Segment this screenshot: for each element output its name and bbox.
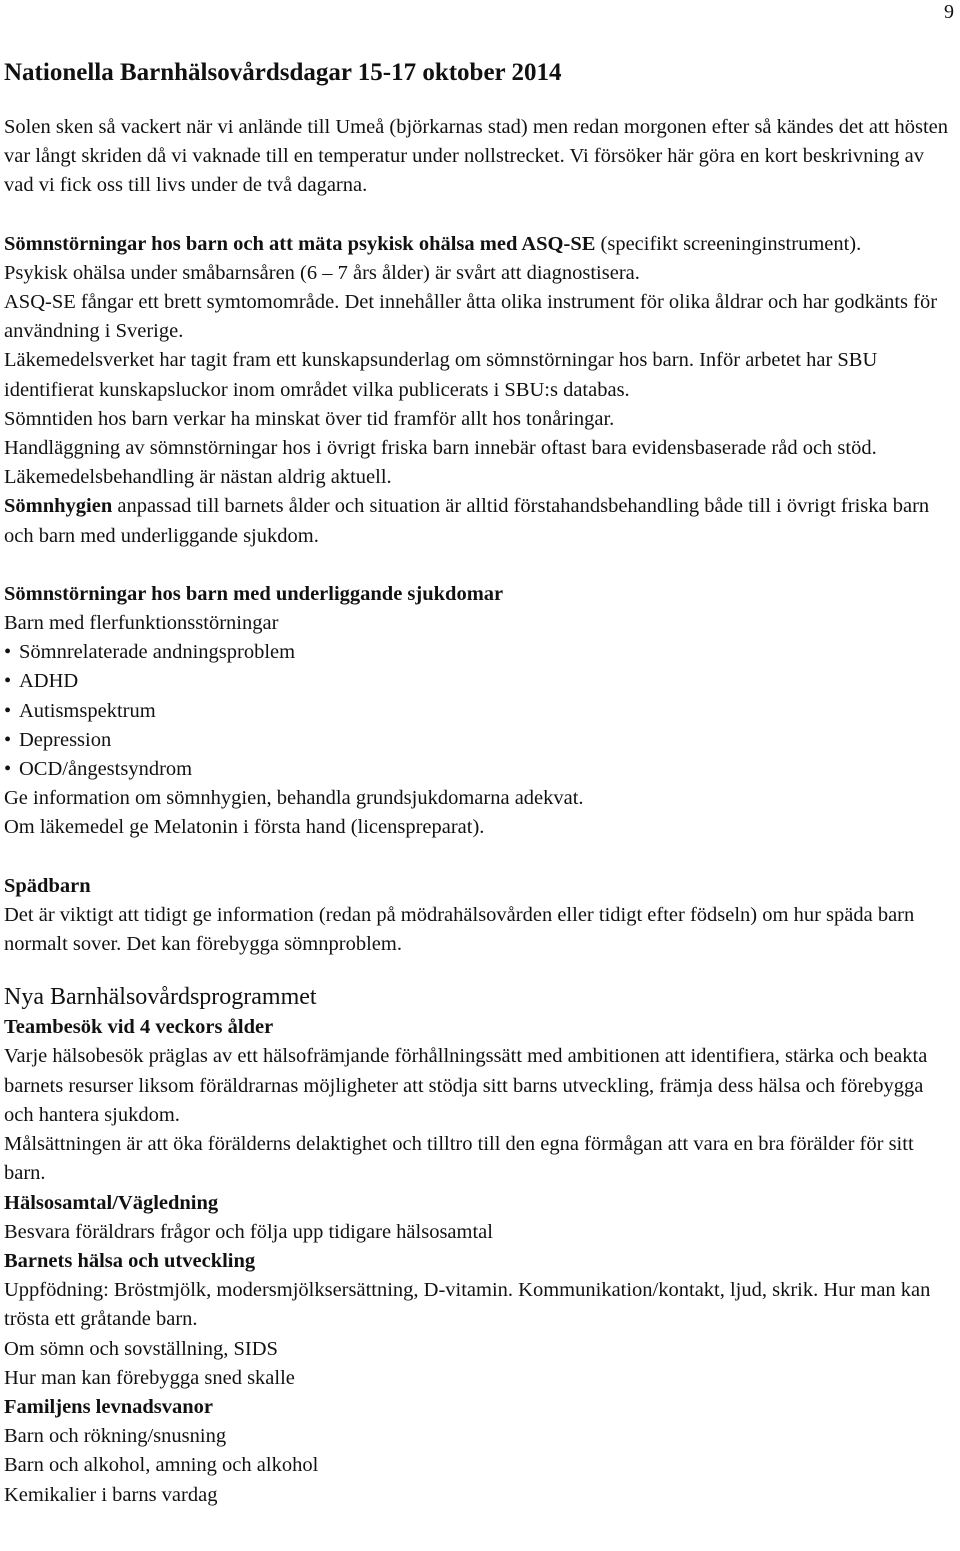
paragraph: Sömntiden hos barn verkar ha minskat över tid framför allt hos tonåringar. (4, 407, 615, 430)
paragraph: Om sömn och sovställning, SIDS (4, 1337, 278, 1360)
program-heading: Nya Barnhälsovårdsprogrammet (4, 984, 317, 1011)
page-title: Nationella Barnhälsovårdsdagar 15-17 oktober 2014 (4, 59, 562, 86)
bullet-icon: • (4, 758, 12, 781)
subheading: Barnets hälsa och utveckling (4, 1249, 256, 1272)
subheading: Hälsosamtal/Vägledning (4, 1191, 219, 1214)
paragraph: Besvara föräldrars frågor och följa upp tidigare hälsosamtal (4, 1220, 493, 1243)
sleep-hygiene-text: anpassad till barnets ålder och situation är alltid förstahandsbehandling både till i övrigt friska barn och barn med underliggande sjukdom. (4, 495, 930, 547)
condition-list (4, 638, 954, 784)
paragraph: Barn med flerfunktionsstörningar (4, 612, 279, 635)
sleep-heading-rest: (specifikt screeninginstrument). (595, 232, 862, 255)
sleep-section-heading (4, 230, 954, 259)
bullet-icon: • (4, 641, 12, 664)
sleep-hygiene-term: Sömnhygien (4, 495, 113, 518)
list-item (4, 667, 954, 696)
paragraph: Kemikalier i barns vardag (4, 1483, 218, 1506)
paragraph: Ge information om sömnhygien, behandla grundsjukdomarna adekvat. (4, 787, 584, 810)
sleep-hygiene-paragraph (4, 492, 954, 550)
infants-heading: Spädbarn (4, 874, 91, 897)
list-item-text: OCD/ångestsyndrom (19, 758, 193, 781)
subheading: Familjens levnadsvanor (4, 1395, 213, 1418)
underlying-diseases-heading: Sömnstörningar hos barn med underliggande sjukdomar (4, 582, 504, 605)
list-item (4, 638, 954, 667)
list-item (4, 697, 954, 726)
intro-paragraph: Solen sken så vackert när vi anlände till Umeå (björkarnas stad) men redan morgonen efter så kändes det att hösten var långt skriden då vi vaknade till en temperatur under nollstrecket. Vi försöker här göra en kort beskrivning av vad vi fick oss till livs under de två dagarna. (4, 116, 949, 197)
document-body (4, 57, 954, 1510)
list-item (4, 755, 954, 784)
paragraph: Barn och alkohol, amning och alkohol (4, 1454, 319, 1477)
bullet-icon: • (4, 728, 12, 751)
paragraph: Målsättningen är att öka förälderns delaktighet och tilltro till den egna förmågan att vara en bra förälder för sitt barn. (4, 1133, 914, 1185)
list-item-text: Depression (19, 728, 112, 751)
paragraph: Handläggning av sömnstörningar hos i övrigt friska barn innebär oftast bara evidensbaserade råd och stöd. Läkemedelsbehandling är nästan aldrig aktuell. (4, 437, 877, 489)
page-number: 9 (944, 1, 954, 23)
paragraph: Hur man kan förebygga sned skalle (4, 1366, 295, 1389)
list-item-text: ADHD (19, 670, 79, 693)
subheading: Teambesök vid 4 veckors ålder (4, 1016, 274, 1039)
paragraph: Läkemedelsverket har tagit fram ett kunskapsunderlag om sömnstörningar hos barn. Inför arbetet har SBU identifierat kunskapsluckor inom området vilka publicerats i SBU:s databas. (4, 349, 878, 401)
paragraph: Psykisk ohälsa under småbarnsåren (6 – 7 års ålder) är svårt att diagnostisera. (4, 261, 640, 284)
list-item-text: Sömnrelaterade andningsproblem (19, 641, 296, 664)
list-item (4, 726, 954, 755)
bullet-icon: • (4, 699, 12, 722)
paragraph: Barn och rökning/snusning (4, 1425, 227, 1448)
paragraph: ASQ-SE fångar ett brett symtomområde. Det innehåller åtta olika instrument för olika åldrar och har godkänts för användning i Sverige. (4, 291, 938, 343)
list-item-text: Autismspektrum (19, 699, 156, 722)
sleep-heading-bold: Sömnstörningar hos barn och att mäta psykisk ohälsa med ASQ-SE (4, 232, 596, 255)
paragraph: Det är viktigt att tidigt ge information (redan på mödrahälsovården eller tidigt efter födseln) om hur späda barn normalt sover. Det kan förebygga sömnproblem. (4, 903, 915, 956)
bullet-icon: • (4, 670, 12, 693)
paragraph: Uppfödning: Bröstmjölk, modersmjölksersättning, D-vitamin. Kommunikation/kontakt, ljud, skrik. Hur man kan trösta ett gråtande barn. (4, 1279, 931, 1331)
paragraph: Om läkemedel ge Melatonin i första hand (licenspreparat). (4, 816, 485, 839)
paragraph: Varje hälsobesök präglas av ett hälsofrämjande förhållningssätt med ambitionen att identifiera, stärka och beakta barnets resurser liksom föräldrarnas möjligheter att stödja sitt barns utveckling, främja dess hälsa och förebygga och hantera sjukdom. (4, 1045, 928, 1126)
